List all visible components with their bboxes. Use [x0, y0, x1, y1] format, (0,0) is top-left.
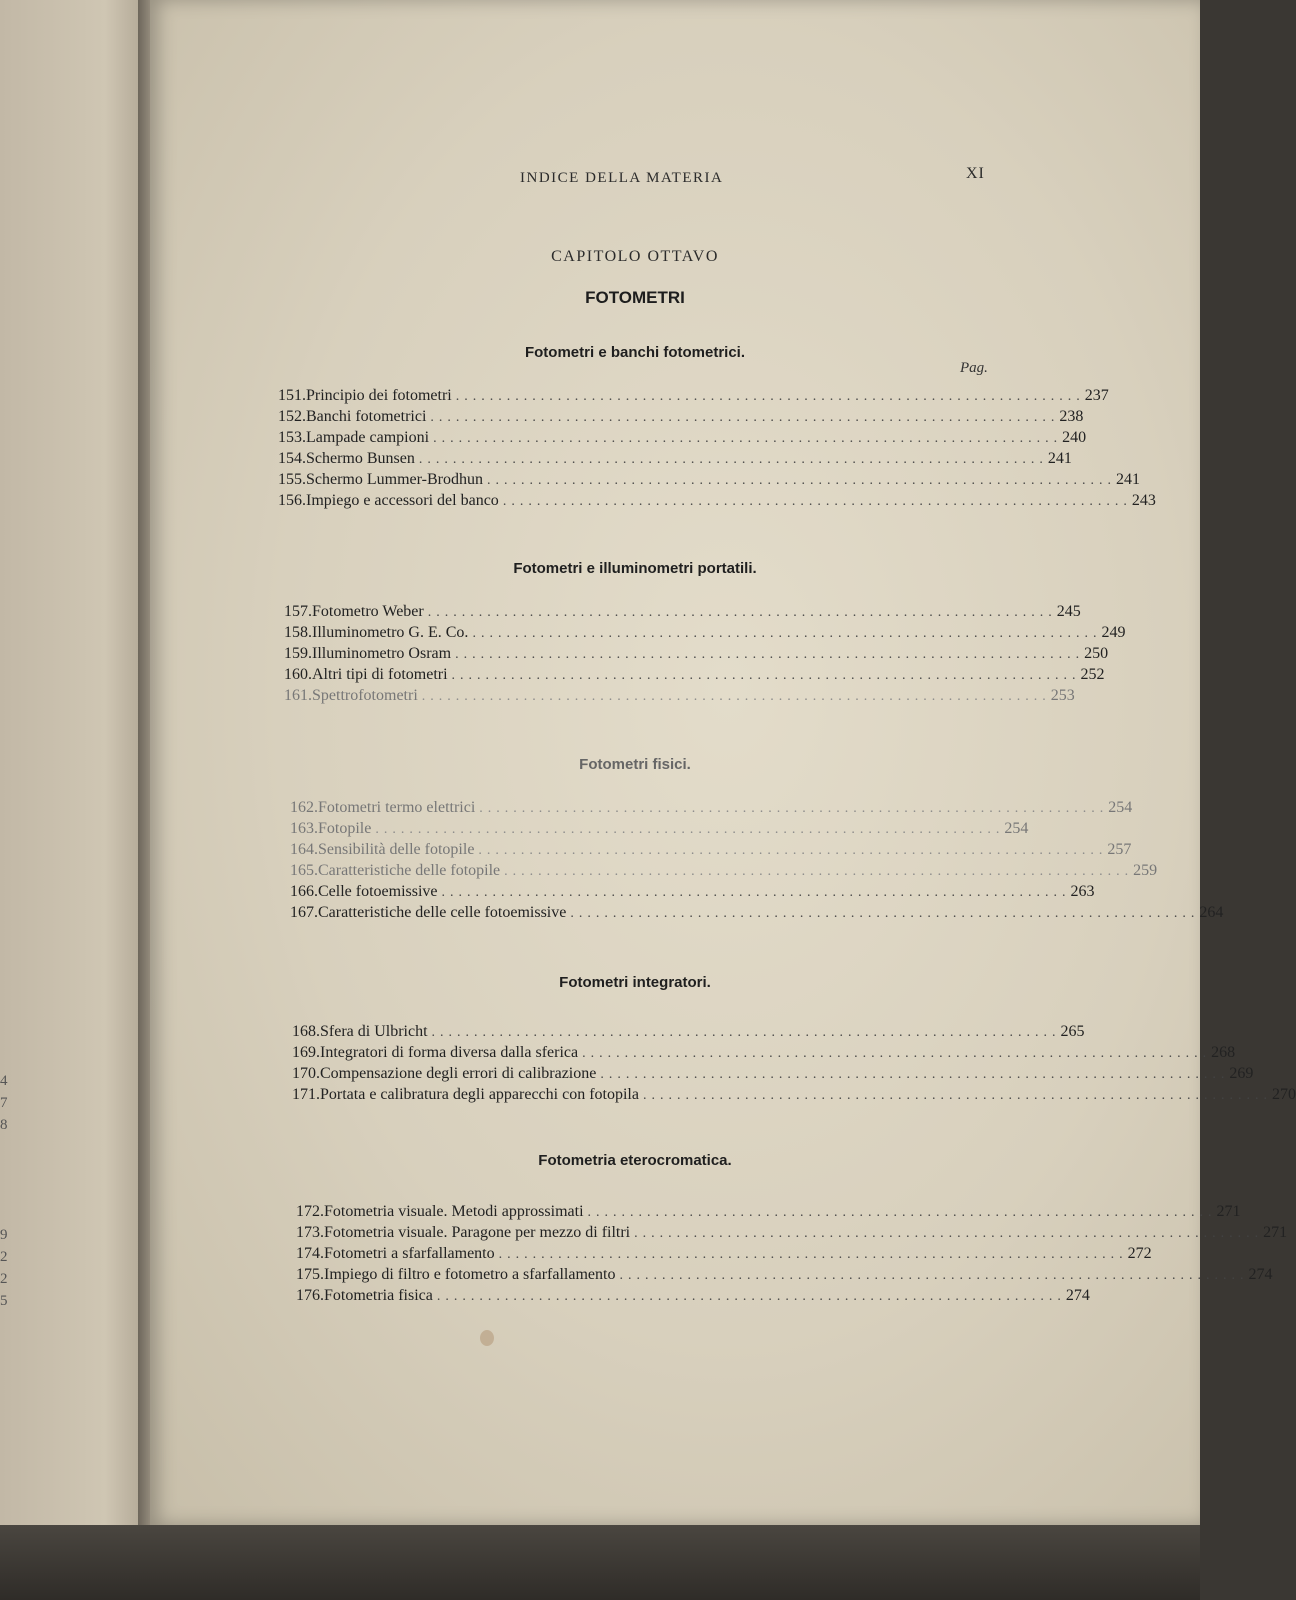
toc-entry[interactable]: [292, 1020, 1085, 1041]
entry-page: 240: [1062, 429, 1087, 446]
entry-number: 161.: [284, 687, 312, 704]
toc-entry[interactable]: [290, 817, 1029, 838]
entry-number: 165.: [290, 862, 318, 879]
entry-page: 253: [1050, 687, 1075, 704]
section-title: Fotometria eterocromatica.: [538, 1152, 732, 1169]
entry-number: 166.: [290, 883, 318, 900]
entry-title: Fotopile: [318, 820, 372, 837]
toc-entry[interactable]: [290, 880, 1095, 901]
toc-entry[interactable]: [292, 1083, 1296, 1104]
leader-dots: ..........................................................................: [455, 647, 1085, 662]
leader-dots: ..........................................................................: [455, 389, 1085, 404]
section-title: Fotometri e illuminometri portatili.: [513, 560, 757, 577]
entry-number: 152.: [278, 408, 306, 425]
toc-entry[interactable]: [278, 468, 1140, 489]
entry-number: 172.: [296, 1203, 324, 1220]
entry-page: 270: [1271, 1086, 1296, 1103]
entry-page: 241: [1115, 471, 1140, 488]
entry-page: 263: [1070, 883, 1095, 900]
toc-entry[interactable]: [296, 1221, 1288, 1242]
leader-dots: ..........................................................................: [587, 1205, 1217, 1220]
entry-number: 173.: [296, 1224, 324, 1241]
entry-page: 243: [1131, 492, 1156, 509]
section-title: Fotometri e banchi fotometrici.: [524, 344, 746, 361]
toc-entry[interactable]: [290, 796, 1133, 817]
entry-title: Illuminometro Osram: [312, 645, 452, 662]
entry-number: 163.: [290, 820, 318, 837]
entry-page: 249: [1101, 624, 1126, 641]
entry-title: Principio dei fotometri: [306, 387, 452, 404]
leader-dots: ..........................................................................: [570, 906, 1200, 921]
part-title: FOTOMETRI: [585, 288, 685, 307]
page-folio: XI: [966, 165, 985, 182]
entry-number: 170.: [292, 1065, 320, 1082]
entry-title: Sensibilità delle fotopile: [318, 841, 475, 858]
entry-title: Schermo Bunsen: [306, 450, 415, 467]
entry-number: 155.: [278, 471, 306, 488]
entry-title: Lampade campioni: [306, 429, 430, 446]
entry-number: 153.: [278, 429, 306, 446]
entry-title: Celle fotoemissive: [318, 883, 438, 900]
leader-dots: ..........................................................................: [436, 1289, 1066, 1304]
leader-dots: ..........................................................................: [600, 1067, 1230, 1082]
entry-page: 265: [1060, 1023, 1085, 1040]
entry-number: 154.: [278, 450, 306, 467]
leader-dots: ..........................................................................: [451, 668, 1081, 683]
entry-title: Illuminometro G. E. Co.: [312, 624, 469, 641]
margin-mark: 9: [0, 1227, 8, 1243]
entry-number: 175.: [296, 1266, 324, 1283]
entry-number: 176.: [296, 1287, 324, 1304]
toc-entry[interactable]: [284, 642, 1109, 663]
entry-number: 157.: [284, 603, 312, 620]
entry-title: Schermo Lummer-Brodhun: [306, 471, 483, 488]
toc-section: [278, 384, 1156, 510]
left-page-margin-marks: [0, 1070, 8, 1312]
entry-title: Fotometria visuale. Paragone per mezzo di filtri: [324, 1224, 631, 1241]
toc-entry[interactable]: [290, 901, 1224, 922]
leader-dots: ..........................................................................: [582, 1046, 1212, 1061]
leader-dots: ..........................................................................: [479, 801, 1109, 816]
entry-page: 250: [1084, 645, 1109, 662]
toc-section: [292, 1020, 1296, 1104]
entry-page: 271: [1216, 1203, 1241, 1220]
toc-entry[interactable]: [284, 600, 1081, 621]
background-surface: [0, 1525, 1200, 1600]
entry-number: 168.: [292, 1023, 320, 1040]
toc-entry[interactable]: [296, 1200, 1241, 1221]
toc-entry[interactable]: [278, 426, 1087, 447]
entry-page: 238: [1059, 408, 1084, 425]
toc-entry[interactable]: [284, 663, 1105, 684]
leader-dots: ..........................................................................: [502, 494, 1132, 509]
entry-number: 159.: [284, 645, 312, 662]
entry-number: 167.: [290, 904, 318, 921]
entry-number: 162.: [290, 799, 318, 816]
entry-page: 268: [1211, 1044, 1236, 1061]
entry-title: Altri tipi di fotometri: [312, 666, 448, 683]
toc-entry[interactable]: [292, 1062, 1254, 1083]
margin-mark: 7: [0, 1095, 8, 1111]
entry-title: Impiego di filtro e fotometro a sfarfallamento: [324, 1266, 616, 1283]
margin-mark: 2: [0, 1249, 8, 1265]
leader-dots: ..........................................................................: [472, 626, 1102, 641]
section-title: Fotometri integratori.: [559, 974, 711, 991]
entry-number: 171.: [292, 1086, 320, 1103]
entry-title: Integratori di forma diversa dalla sferica: [320, 1044, 579, 1061]
leader-dots: ..........................................................................: [375, 822, 1005, 837]
entry-title: Sfera di Ulbricht: [320, 1023, 428, 1040]
entry-page: 269: [1229, 1065, 1254, 1082]
toc-entry[interactable]: [284, 684, 1075, 705]
toc-entry[interactable]: [290, 859, 1158, 880]
entry-page: 237: [1084, 387, 1109, 404]
entry-page: 254: [1108, 799, 1133, 816]
entry-title: Fotometro Weber: [312, 603, 424, 620]
entry-page: 241: [1047, 450, 1072, 467]
entry-title: Caratteristiche delle fotopile: [318, 862, 501, 879]
entry-page: 271: [1263, 1224, 1288, 1241]
entry-title: Portata e calibratura degli apparecchi con fotopila: [320, 1086, 639, 1103]
leader-dots: ..........................................................................: [441, 885, 1071, 900]
leader-dots: ..........................................................................: [642, 1088, 1272, 1103]
toc-entry[interactable]: [290, 838, 1132, 859]
margin-mark: 2: [0, 1271, 8, 1287]
leader-dots: ..........................................................................: [486, 473, 1116, 488]
toc-section: [296, 1200, 1288, 1305]
entry-number: 169.: [292, 1044, 320, 1061]
entry-number: 156.: [278, 492, 306, 509]
toc-entry[interactable]: [278, 447, 1072, 468]
entry-page: 252: [1080, 666, 1105, 683]
entry-title: Banchi fotometrici: [306, 408, 427, 425]
leader-dots: ..........................................................................: [634, 1226, 1264, 1241]
toc-entry[interactable]: [296, 1284, 1090, 1305]
entry-title: Fotometri a sfarfallamento: [324, 1245, 495, 1262]
margin-mark: 4: [0, 1073, 8, 1089]
entry-title: Fotometri termo elettrici: [318, 799, 476, 816]
entry-page: 259: [1133, 862, 1158, 879]
margin-mark: 5: [0, 1293, 8, 1309]
leader-dots: ..........................................................................: [478, 843, 1108, 858]
entry-title: Caratteristiche delle celle fotoemissive: [318, 904, 567, 921]
entry-page: 245: [1056, 603, 1081, 620]
section-title: Fotometri fisici.: [579, 756, 691, 773]
entry-title: Fotometria visuale. Metodi approssimati: [324, 1203, 584, 1220]
entry-number: 151.: [278, 387, 306, 404]
entry-title: Fotometria fisica: [324, 1287, 433, 1304]
toc-entry[interactable]: [296, 1263, 1273, 1284]
left-page-edge: [0, 0, 150, 1600]
entry-page: 274: [1248, 1266, 1273, 1283]
leader-dots: ..........................................................................: [427, 605, 1057, 620]
toc-section: [290, 796, 1224, 922]
toc-entry[interactable]: [278, 384, 1109, 405]
toc-entry[interactable]: [296, 1242, 1152, 1263]
entry-page: 254: [1004, 820, 1029, 837]
entry-page: 257: [1107, 841, 1132, 858]
toc-entry[interactable]: [278, 489, 1156, 510]
toc-entry[interactable]: [292, 1041, 1236, 1062]
running-header: INDICE DELLA MATERIA: [520, 170, 724, 186]
leader-dots: ..........................................................................: [430, 410, 1060, 425]
entry-page: 272: [1127, 1245, 1152, 1262]
leader-dots: ..........................................................................: [619, 1268, 1249, 1283]
entry-number: 164.: [290, 841, 318, 858]
leader-dots: ..........................................................................: [504, 864, 1134, 879]
entry-title: Spettrofotometri: [312, 687, 418, 704]
margin-mark: 8: [0, 1117, 8, 1133]
toc-section: [284, 600, 1126, 705]
leader-dots: ..........................................................................: [433, 431, 1063, 446]
leader-dots: ..........................................................................: [431, 1025, 1061, 1040]
leader-dots: ..........................................................................: [418, 452, 1048, 467]
entry-number: 174.: [296, 1245, 324, 1262]
leader-dots: ..........................................................................: [498, 1247, 1128, 1262]
entry-title: Impiego e accessori del banco: [306, 492, 499, 509]
pag-label: Pag.: [960, 360, 988, 376]
entry-number: 160.: [284, 666, 312, 683]
leader-dots: ..........................................................................: [421, 689, 1051, 704]
paper-stain: [480, 1330, 494, 1346]
entry-page: 274: [1065, 1287, 1090, 1304]
entry-page: 264: [1199, 904, 1224, 921]
toc-entry[interactable]: [278, 405, 1084, 426]
entry-number: 158.: [284, 624, 312, 641]
chapter-heading: CAPITOLO OTTAVO: [551, 248, 719, 265]
entry-title: Compensazione degli errori di calibrazione: [320, 1065, 597, 1082]
toc-entry[interactable]: [284, 621, 1126, 642]
